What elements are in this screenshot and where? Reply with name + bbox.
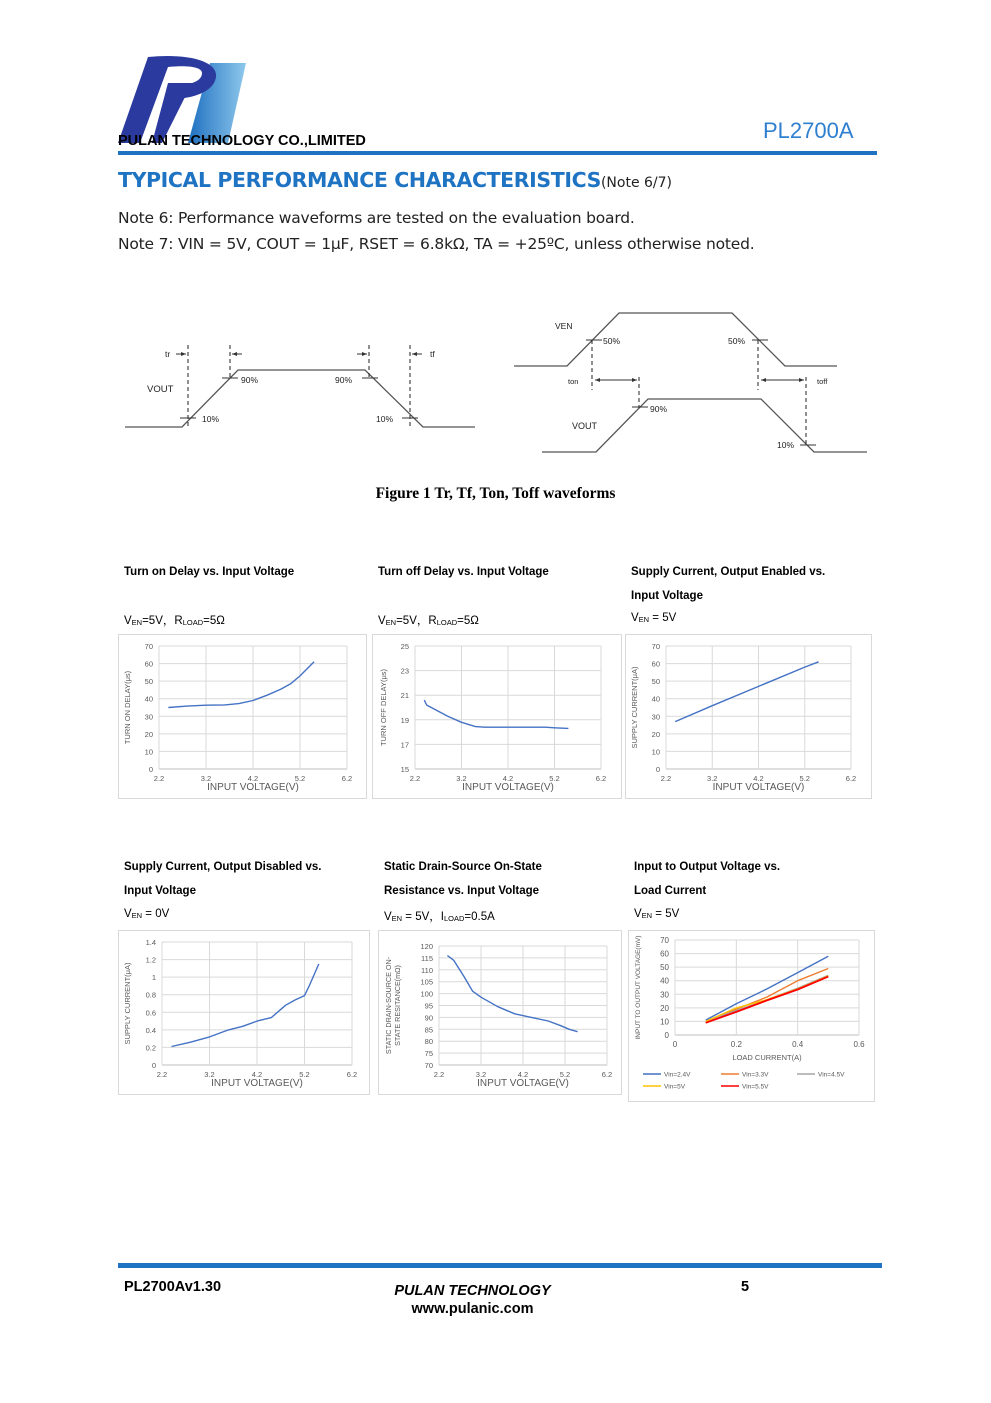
note-7: Note 7: VIN = 5V, COUT = 1μF, RSET = 6.8kΩ, TA = +25ºC, unless otherwise noted. (118, 235, 755, 253)
cond-v: V (634, 908, 642, 920)
chart-6 (628, 930, 875, 1102)
ven-label: VEN (555, 321, 573, 331)
y-tick-label: 40 (651, 694, 660, 704)
x-tick-label: 5.2 (549, 774, 560, 783)
vout-left-label: VOUT (147, 384, 174, 395)
chart-title-line2: Load Current (634, 885, 707, 897)
x-tick-label: 2.2 (156, 1070, 168, 1079)
chart-title (631, 560, 825, 608)
y-tick-label: 70 (144, 642, 153, 651)
legend-label: Vin=4.5V (818, 1071, 845, 1079)
x-axis-label: LOAD CURRENT(A) (732, 1053, 802, 1062)
part-number: PL2700A (763, 118, 854, 143)
y-tick-label: 80 (424, 1037, 433, 1047)
y-axis-label: INPUT TO OUTPUT VOLTAGE(mV) (635, 935, 642, 1040)
chart-title-line2: Input Voltage (631, 590, 703, 602)
footer-divider (118, 1263, 882, 1268)
x-tick-label: 6.2 (595, 774, 607, 783)
x-tick-label: 0.4 (792, 1040, 804, 1049)
x-tick-label: 4.2 (502, 774, 514, 783)
y-tick-label: 115 (421, 953, 433, 963)
tr-label: tr (165, 349, 171, 359)
y-tick-label: 50 (144, 677, 153, 687)
y-tick-label: 20 (144, 729, 153, 739)
legend-label: Vin=5.5V (742, 1083, 769, 1091)
chart-title (124, 855, 321, 903)
y-tick-label: 110 (421, 965, 433, 975)
x-tick-label: 2.2 (153, 774, 165, 783)
y-tick-label: 90 (424, 1013, 433, 1023)
x-tick-label: 4.2 (753, 774, 764, 783)
chart-3 (625, 634, 872, 799)
waveform-figure (110, 300, 890, 470)
y-axis-label: SUPPLY CURRENT(μA) (630, 666, 639, 749)
x-axis-label: INPUT VOLTAGE(V) (207, 782, 299, 793)
chart-title (384, 855, 542, 903)
y-axis-label-line2: STATE RESITANCE(mΩ) (393, 965, 402, 1046)
y-tick-label: 60 (144, 659, 153, 669)
y-tick-label: 0.8 (145, 990, 156, 1000)
x-tick-label: 3.2 (475, 1070, 487, 1079)
tf-label: tf (430, 349, 435, 359)
y-tick-label: 75 (424, 1049, 433, 1059)
x-tick-label: 6.2 (341, 774, 353, 783)
cond-sub1: EN (391, 914, 403, 923)
series-line-1 (168, 662, 314, 708)
chart-2 (372, 634, 622, 799)
footer-company (360, 1282, 585, 1318)
cond-sub1: EN (131, 618, 143, 627)
y-tick-label: 21 (400, 691, 409, 701)
chart-title-line2: Input Voltage (124, 885, 196, 897)
p50-right: 50% (728, 336, 746, 346)
x-tick-label: 0.6 (853, 1040, 865, 1049)
x-axis-label: INPUT VOLTAGE(V) (462, 782, 554, 793)
x-tick-label: 3.2 (204, 1070, 215, 1079)
x-tick-label: 2.2 (433, 1070, 445, 1079)
x-tick-label: 3.2 (707, 774, 718, 783)
y-tick-label: 30 (651, 712, 660, 722)
cond-rest2: =0.5A (464, 911, 495, 923)
legend-label: Vin=2.4V (664, 1071, 691, 1079)
cond-sub2: LOAD (443, 914, 465, 923)
series-line-3 (706, 975, 829, 1021)
cond-v: V (378, 615, 386, 627)
y-tick-label: 85 (424, 1025, 433, 1035)
x-tick-label: 6.2 (601, 1070, 613, 1079)
series-line-1 (675, 662, 818, 722)
y-tick-label: 20 (660, 1003, 669, 1013)
y-tick-label: 1 (151, 973, 156, 983)
x-tick-label: 5.2 (299, 1070, 310, 1079)
y-axis-label: SUPPLY CURRENT(μA) (123, 962, 132, 1045)
x-tick-label: 0.2 (730, 1040, 742, 1049)
doc-version: PL2700Av1.30 (124, 1279, 222, 1295)
y-tick-label: 95 (424, 1001, 433, 1011)
toff-label: toff (817, 377, 828, 386)
y-tick-label: 0 (151, 1061, 156, 1070)
p50-left: 50% (603, 336, 621, 346)
y-tick-label: 19 (400, 715, 409, 725)
y-tick-label: 0.6 (145, 1008, 156, 1018)
legend-label: Vin=3.3V (742, 1071, 769, 1079)
x-tick-label: 3.2 (456, 774, 467, 783)
y-tick-label: 50 (651, 677, 660, 687)
cond-rest1: = 5V (652, 908, 680, 920)
chart-conditions (631, 612, 676, 624)
x-tick-label: 6.2 (845, 774, 857, 783)
company-name: PULAN TECHNOLOGY CO.,LIMITED (118, 133, 366, 149)
chart-title-line1: Turn off Delay vs. Input Voltage (378, 566, 549, 578)
x-tick-label: 4.2 (517, 1070, 529, 1079)
chart-4 (118, 930, 370, 1095)
footer-website[interactable]: www.pulanic.com (411, 1301, 534, 1317)
cond-sub1: EN (385, 618, 397, 627)
y-axis-label-line1: STATIC DRAIN-SOURCE ON- (384, 956, 393, 1055)
x-tick-label: 2.2 (409, 774, 421, 783)
footer-company-name: PULAN TECHNOLOGY (394, 1283, 551, 1299)
ton-label: ton (568, 377, 579, 386)
chart-conditions (124, 908, 169, 920)
cond-sub2: LOAD (182, 618, 204, 627)
series-line-1 (424, 700, 568, 728)
chart-conditions (378, 612, 479, 628)
y-tick-label: 10 (660, 1017, 669, 1027)
p90-right: 90% (335, 375, 353, 385)
cond-rest1: = 5V (649, 612, 677, 624)
chart-svg (373, 635, 621, 798)
cond-sub1: EN (641, 911, 653, 920)
y-tick-label: 1.2 (145, 955, 156, 965)
chart-svg (119, 931, 369, 1094)
y-tick-label: 0.2 (145, 1043, 156, 1053)
section-title-text: TYPICAL PERFORMANCE CHARACTERISTICS (118, 168, 601, 192)
y-tick-label: 25 (400, 642, 409, 651)
y-tick-label: 30 (660, 990, 669, 1000)
y-tick-label: 30 (144, 712, 153, 722)
header-divider (118, 151, 877, 155)
cond-v: V (124, 615, 132, 627)
y-tick-label: 20 (651, 729, 660, 739)
chart-title-line1: Supply Current, Output Disabled vs. (124, 861, 322, 873)
y-tick-label: 23 (400, 666, 409, 676)
y-tick-label: 60 (660, 949, 669, 959)
chart-1 (118, 634, 367, 799)
p10-right: 10% (376, 414, 394, 424)
x-axis-label: INPUT VOLTAGE(V) (477, 1078, 569, 1089)
y-tick-label: 70 (651, 642, 660, 651)
chart-title-line1: Turn on Delay vs. Input Voltage (124, 566, 295, 578)
cond-rest1: =5V，R (142, 615, 183, 627)
y-tick-label: 40 (144, 694, 153, 704)
y-tick-label: 17 (400, 740, 409, 750)
section-title-note: (Note 6/7) (600, 175, 673, 191)
chart-5 (378, 930, 622, 1095)
y-tick-label: 50 (660, 963, 669, 973)
chart-title (378, 560, 549, 584)
p90-left: 90% (241, 375, 259, 385)
cond-sub1: EN (131, 911, 143, 920)
chart-title-line1: Static Drain-Source On-State (384, 861, 542, 873)
y-tick-label: 10 (144, 747, 153, 757)
y-tick-label: 1.4 (145, 938, 156, 947)
y-tick-label: 0.4 (145, 1025, 156, 1035)
cond-sub1: EN (638, 615, 650, 624)
y-axis-label: TURN OFF DELAY(μs) (379, 668, 388, 747)
y-tick-label: 0 (148, 765, 153, 774)
chart-conditions (124, 612, 225, 628)
note-6: Note 6: Performance waveforms are tested on the evaluation board. (118, 209, 635, 227)
y-tick-label: 70 (660, 936, 669, 945)
x-axis-label: INPUT VOLTAGE(V) (211, 1078, 303, 1089)
vout-right-label: VOUT (572, 421, 598, 431)
cond-rest2: =5Ω (203, 615, 225, 627)
y-tick-label: 0 (664, 1031, 669, 1040)
y-tick-label: 40 (660, 976, 669, 986)
y-tick-label: 120 (420, 942, 433, 951)
cond-rest1: =5V，R (396, 615, 437, 627)
cond-v: V (631, 612, 639, 624)
series-line-5 (706, 977, 829, 1023)
cond-v: V (124, 908, 132, 920)
x-tick-label: 4.2 (251, 1070, 263, 1079)
chart-conditions (634, 908, 679, 920)
x-tick-label: 4.2 (247, 774, 259, 783)
x-tick-label: 5.2 (294, 774, 306, 783)
x-tick-label: 6.2 (346, 1070, 358, 1079)
chart-title-line1: Supply Current, Output Enabled vs. (631, 566, 826, 578)
chart-svg (626, 635, 871, 798)
y-axis-label: TURN ON DELAY(μs) (123, 670, 132, 745)
chart-title-line1: Input to Output Voltage vs. (634, 861, 781, 873)
cond-rest1: = 0V (142, 908, 170, 920)
cond-sub2: LOAD (436, 618, 458, 627)
chart-title (124, 560, 294, 584)
chart-svg (119, 635, 366, 798)
figure-caption: Figure 1 Tr, Tf, Ton, Toff waveforms (375, 485, 616, 502)
x-tick-label: 0 (672, 1040, 678, 1049)
tr-tf-waveform (125, 370, 475, 427)
series-line-1 (172, 964, 319, 1047)
legend-label: Vin=5V (664, 1083, 686, 1091)
p90-vout: 90% (650, 404, 668, 414)
y-tick-label: 70 (424, 1061, 433, 1070)
chart-title (634, 855, 780, 903)
y-tick-label: 105 (420, 977, 433, 987)
p10-vout: 10% (777, 440, 795, 450)
p10-left: 10% (202, 414, 220, 424)
x-tick-label: 5.2 (559, 1070, 571, 1079)
series-line-1 (706, 956, 829, 1020)
x-tick-label: 5.2 (799, 774, 810, 783)
chart-title-line2: Resistance vs. Input Voltage (384, 885, 540, 897)
y-tick-label: 0 (655, 765, 660, 774)
cond-rest1: = 5V，I (402, 911, 444, 923)
section-title (118, 168, 672, 192)
chart-svg (629, 931, 874, 1101)
chart-conditions (384, 908, 495, 924)
x-axis-label: INPUT VOLTAGE(V) (712, 782, 805, 793)
x-tick-label: 2.2 (660, 774, 672, 783)
y-tick-label: 10 (651, 747, 660, 757)
y-tick-label: 60 (651, 659, 660, 669)
page-number: 5 (741, 1279, 750, 1295)
cond-v: V (384, 911, 392, 923)
y-tick-label: 15 (400, 765, 409, 774)
cond-rest2: =5Ω (457, 615, 479, 627)
x-tick-label: 3.2 (200, 774, 212, 783)
chart-svg (379, 931, 621, 1094)
y-tick-label: 100 (420, 989, 433, 999)
